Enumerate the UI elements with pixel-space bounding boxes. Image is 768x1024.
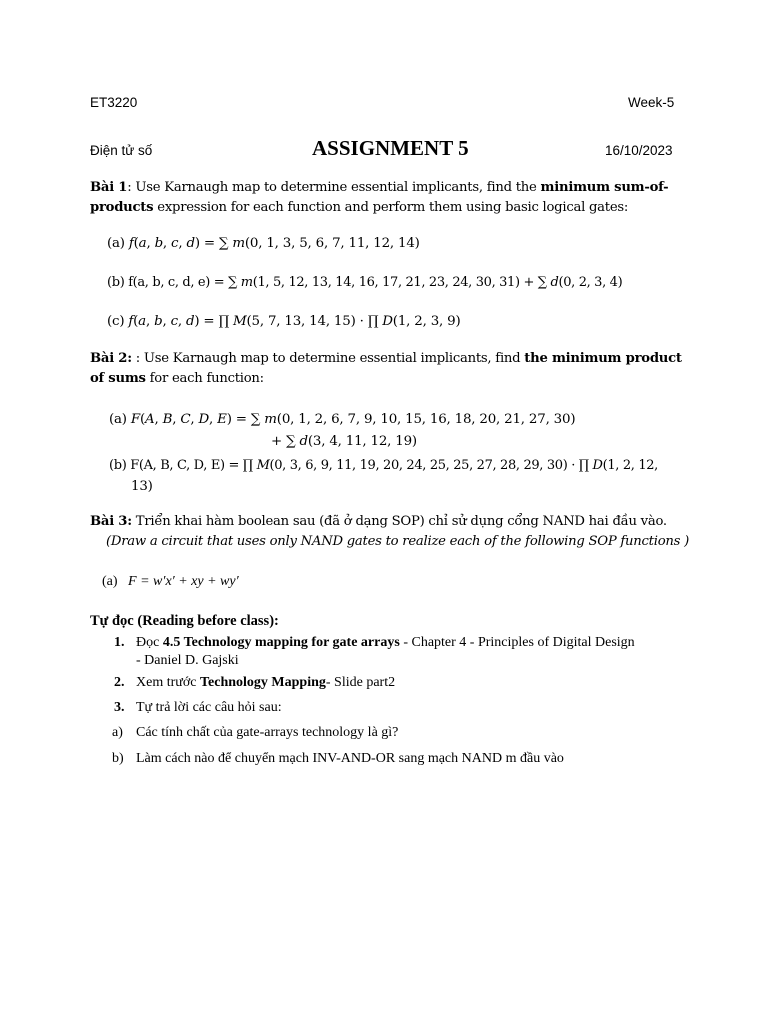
reading-item-1-cont: - Daniel D. Gajski (136, 653, 239, 668)
bai1-item-c: (c) 𝑓(𝑎, 𝑏, 𝑐, 𝑑) = ∏ 𝑀(5, 7, 13, 14, 15) · ∏ 𝐷(1, 2, 3, 9) (107, 314, 461, 329)
bai2-line2: of sums for each function: (90, 371, 264, 386)
bai1-label: Bài 1 (90, 180, 128, 195)
question-a: Các tính chất của gate-arrays technology là gì? (136, 725, 399, 740)
subject-name: Điện tử số (90, 143, 153, 158)
question-b: Làm cách nào để chuyển mạch INV-AND-OR sang mạch NAND m đầu vào (136, 751, 564, 766)
question-label-a: a) (112, 725, 123, 740)
page-title: ASSIGNMENT 5 (312, 136, 469, 160)
reading-item-3: Tự trả lời các câu hỏi sau: (136, 700, 282, 715)
bai2-item-a-line1: (a) 𝐹(𝐴, 𝐵, 𝐶, 𝐷, 𝐸) = ∑ 𝑚(0, 1, 2, 6, 7, 9, 10, 15, 16, 18, 20, 21, 27, 30) (109, 412, 576, 427)
bai3-line1: Bài 3: Triển khai hàm boolean sau (đã ở dạng SOP) chỉ sử dụng cổng NAND hai đầu vào. (90, 514, 667, 529)
reading-num-3: 3. (114, 700, 125, 715)
week-label: Week-5 (628, 95, 675, 110)
bai1-item-b: (b) f(a, b, c, d, e) = ∑ 𝑚(1, 5, 12, 13, 14, 16, 17, 21, 23, 24, 30, 31) + ∑ 𝑑(0, 2, 3, 4) (107, 275, 623, 290)
date-label: 16/10/2023 (605, 143, 673, 158)
course-code: ET3220 (90, 95, 138, 110)
bai2-item-a-line2: + ∑ 𝑑(3, 4, 11, 12, 19) (271, 434, 417, 449)
bai2-item-b-line1: (b) F(A, B, C, D, E) = ∏ 𝑀(0, 3, 6, 9, 11, 19, 20, 24, 25, 25, 27, 28, 29, 30) · ∏ 𝐷(1, 2, 12, (109, 458, 658, 473)
bai2-line1: Bài 2: : Use Karnaugh map to determine essential implicants, find the minimum product (90, 351, 682, 366)
bai2-label: Bài 2: (90, 351, 132, 366)
bai2-item-b-line2: 13) (131, 479, 153, 494)
bai1-line2: products expression for each function and perform them using basic logical gates: (90, 200, 629, 215)
reading-heading: Tự đọc (Reading before class): (90, 613, 279, 629)
bai3-english: (Draw a circuit that uses only NAND gates to realize each of the following SOP functions ) (106, 534, 689, 549)
bai1-line1: Bài 1: Use Karnaugh map to determine essential implicants, find the minimum sum-of- (90, 180, 669, 195)
reading-item-2: Xem trước Technology Mapping- Slide part2 (136, 675, 396, 690)
question-label-b: b) (112, 751, 124, 766)
reading-num-2: 2. (114, 675, 125, 690)
bai3-label: Bài 3: (90, 514, 132, 529)
bai3-item-a: (a) F = w′x′ + xy + wy′ (102, 574, 239, 589)
reading-item-1: Đọc 4.5 Technology mapping for gate arrays - Chapter 4 - Principles of Digital Design (136, 635, 635, 650)
bai1-item-a: (a) 𝑓(𝑎, 𝑏, 𝑐, 𝑑) = ∑ 𝑚(0, 1, 3, 5, 6, 7, 11, 12, 14) (107, 236, 420, 251)
reading-num-1: 1. (114, 635, 125, 650)
